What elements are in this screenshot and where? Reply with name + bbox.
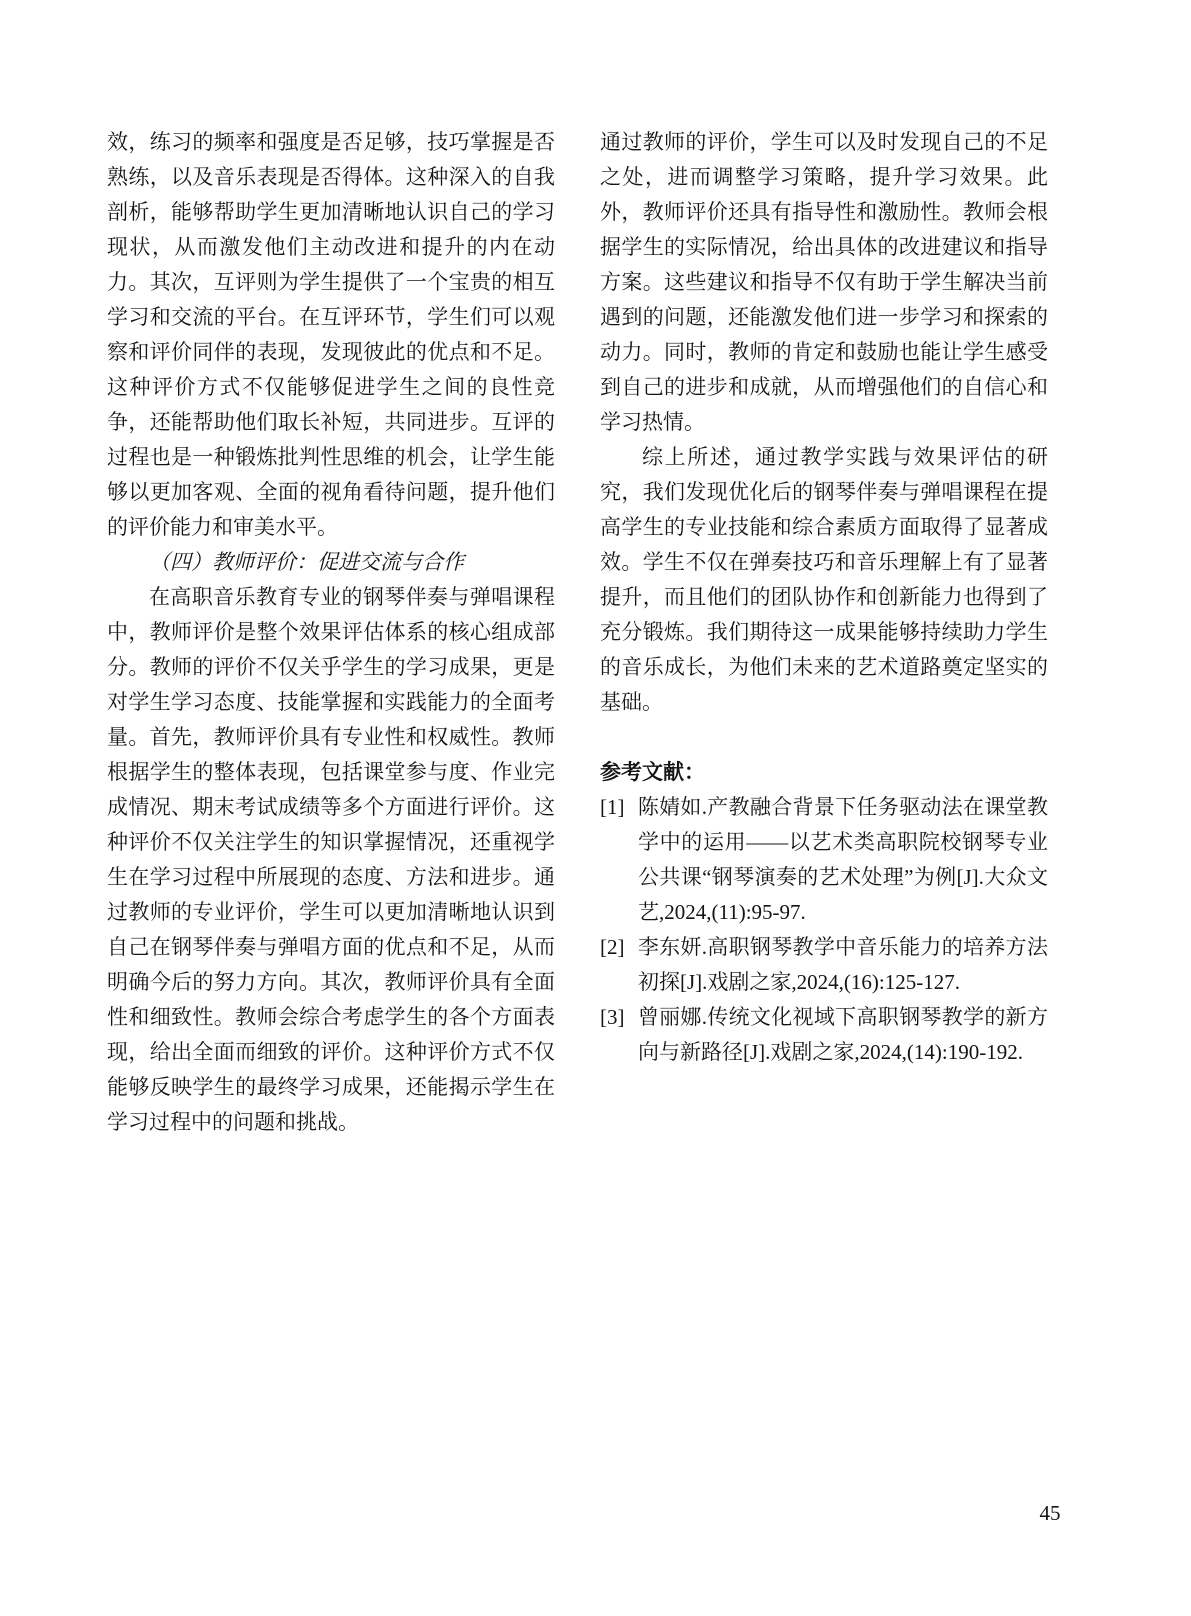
reference-text: 李东妍.高职钢琴教学中音乐能力的培养方法初探[J].戏剧之家,2024,(16):125-127. [637,935,1048,994]
references-list [600,790,1048,1070]
reference-item [600,1000,1048,1070]
paragraph-continued: 通过教师的评价，学生可以及时发现自己的不足之处，进而调整学习策略，提升学习效果。此外，教师评价还具有指导性和激励性。教师会根据学生的实际情况，给出具体的改进建议和指导方案。这些建议和指导不仅有助于学生解决当前遇到的问题，还能激发他们进一步学习和探索的动力。同时，教师的肯定和鼓励也能让学生感受到自己的进步和成就，从而增强他们的自信心和学习热情。 [600,130,1048,434]
reference-text: 曾丽娜.传统文化视域下高职钢琴教学的新方向与新路径[J].戏剧之家,2024,(14):190-192. [637,1005,1048,1064]
paragraph-conclusion: 综上所述，通过教学实践与效果评估的研究，我们发现优化后的钢琴伴奏与弹唱课程在提高学生的专业技能和综合素质方面取得了显著成效。学生不仅在弹奏技巧和音乐理解上有了显著提升，而且他们的团队协作和创新能力也得到了充分锻炼。我们期待这一成果能够持续助力学生的音乐成长，为他们未来的艺术道路奠定坚实的基础。 [600,445,1048,714]
reference-item [600,790,1048,930]
reference-text: 陈婧如.产教融合背景下任务驱动法在课堂教学中的运用——以艺术类高职院校钢琴专业公共课“钢琴演奏的艺术处理”为例[J].大众文艺,2024,(11):95-97. [637,795,1048,924]
paragraph: 在高职音乐教育专业的钢琴伴奏与弹唱课程中，教师评价是整个效果评估体系的核心组成部分。教师的评价不仅关乎学生的学习成果，更是对学生学习态度、技能掌握和实践能力的全面考量。首先，教师评价具有专业性和权威性。教师根据学生的整体表现，包括课堂参与度、作业完成情况、期末考试成绩等多个方面进行评价。这种评价不仅关注学生的知识掌握情况，还重视学生在学习过程中所展现的态度、方法和进步。通过教师的专业评价，学生可以更加清晰地认识到自己在钢琴伴奏与弹唱方面的优点和不足，从而明确今后的努力方向。其次，教师评价具有全面性和细致性。教师会综合考虑学生的各个方面表现，给出全面而细致的评价。这种评价方式不仅能够反映学生的最终学习成果，还能揭示学生在学习过程中的问题和挑战。 [107,585,555,1134]
reference-item [600,930,1048,1000]
reference-label: [2] [600,935,625,959]
paragraph-continued: 效，练习的频率和强度是否足够，技巧掌握是否熟练，以及音乐表现是否得体。这种深入的自我剖析，能够帮助学生更加清晰地认识自己的学习现状，从而激发他们主动改进和提升的内在动力。其次，互评则为学生提供了一个宝贵的相互学习和交流的平台。在互评环节，学生们可以观察和评价同伴的表现，发现彼此的优点和不足。这种评价方式不仅能够促进学生之间的良性竞争，还能帮助他们取长补短，共同进步。互评的过程也是一种锻炼批判性思维的机会，让学生能够以更加客观、全面的视角看待问题，提升他们的评价能力和审美水平。 [107,130,555,539]
reference-label: [1] [600,795,625,819]
left-column [107,125,555,1140]
page-number: 45 [1039,1501,1061,1525]
reference-label: [3] [600,1005,625,1029]
section-heading: （四）教师评价：促进交流与合作 [149,550,464,574]
right-column [600,125,1048,1140]
references-heading: 参考文献： [600,760,705,784]
page-content [107,125,1048,1140]
